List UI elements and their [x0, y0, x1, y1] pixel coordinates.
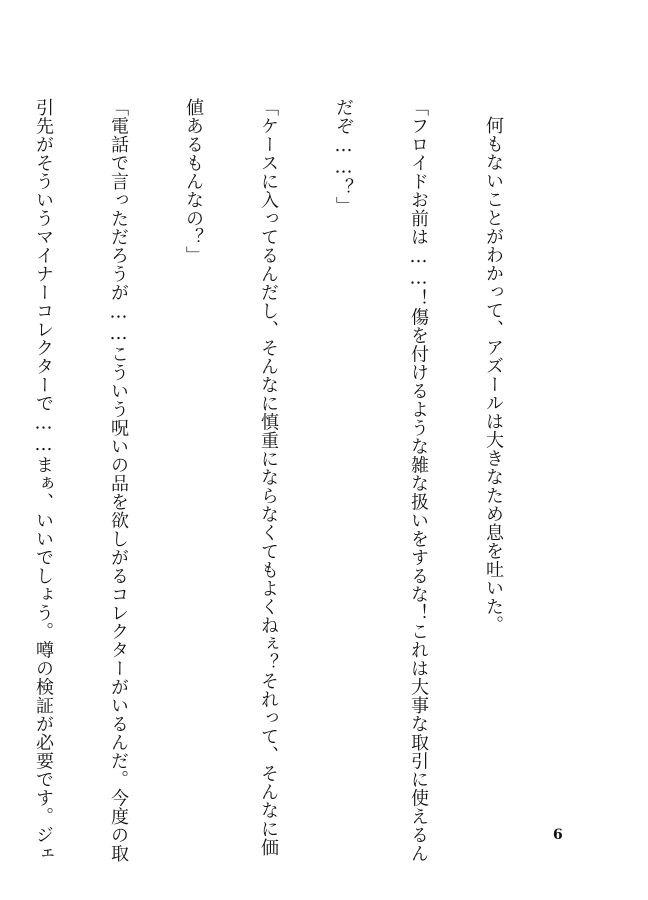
paragraph-line-1: 何もないことがわかって、アズールは大きなため息を吐いた。	[483, 116, 504, 634]
dialogue-line-5: 値あるもんなの？」	[183, 98, 204, 265]
body-text	[0, 98, 556, 863]
page-number: 6	[553, 827, 563, 843]
dialogue-line-2: 「フロイドお前は……！傷を付けるような雑な扱いをするな！これは大事な取引に使えるん	[408, 98, 429, 863]
dialogue-line-7: 引先がそういうマイナーコレクターで……まぁ、いいでしょう。噂の検証が必要です。ジェ	[33, 98, 54, 863]
dialogue-line-4: 「ケースに入ってるんだし、そんなに慎重にならなくてもよくねぇ？それって、そんなに価	[258, 98, 279, 857]
dialogue-line-6: 「電話で言っただろうが……こういう呪いの品を欲しがるコレクターがいるんだ。今度の取	[108, 98, 129, 863]
dialogue-line-3: だぞ……？」	[333, 98, 354, 215]
